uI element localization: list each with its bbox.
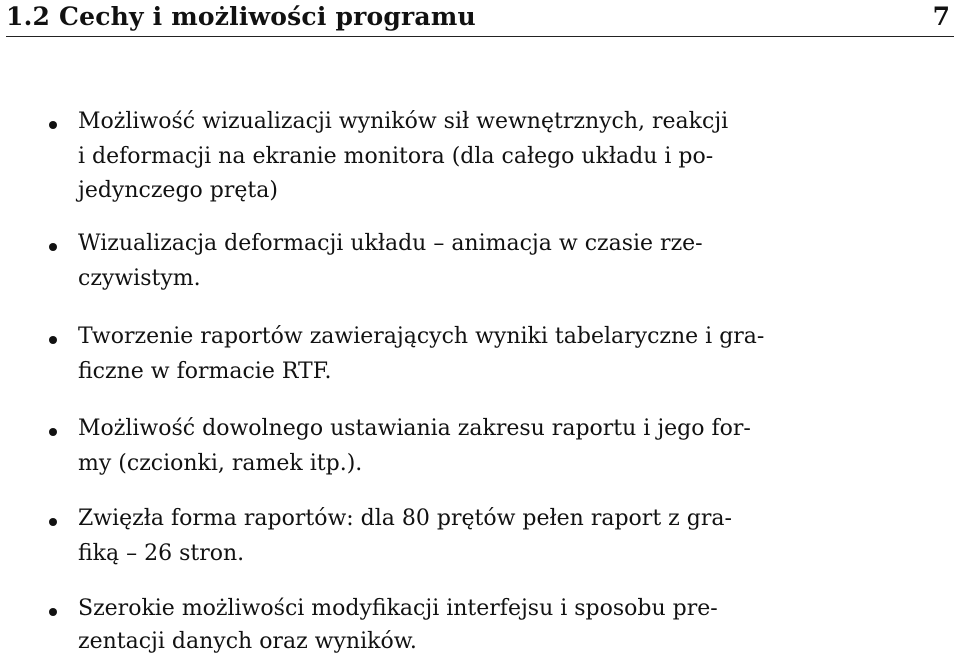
item-line: Szerokie możliwości modyfikacji interfejsu i sposobu pre- xyxy=(78,596,718,621)
item-line: Wizualizacja deformacji układu – animacja w czasie rze- xyxy=(78,231,703,256)
item-line: jedynczego pręta) xyxy=(78,178,278,203)
item-line: Możliwość dowolnego ustawiania zakresu raportu i jego for- xyxy=(78,416,751,441)
running-head xyxy=(6,0,954,37)
bullet-icon xyxy=(49,336,57,344)
bullet-icon xyxy=(49,608,57,616)
item-line: Zwięzła forma raportów: dla 80 prętów pełen raport z gra- xyxy=(78,506,732,531)
item-line: czywistym. xyxy=(78,266,201,291)
item-line: i deformacji na ekranie monitora (dla całego układu i po- xyxy=(78,144,714,169)
item-line: zentacji danych oraz wyników. xyxy=(78,629,417,654)
item-line: fiką – 26 stron. xyxy=(78,541,245,566)
item-line: my (czcionki, ramek itp.). xyxy=(78,451,363,476)
bullet-icon xyxy=(49,121,57,129)
item-line: Tworzenie raportów zawierających wyniki tabelaryczne i gra- xyxy=(78,324,765,349)
page-number: 7 xyxy=(932,2,950,31)
bullet-icon xyxy=(49,243,57,251)
bullet-icon xyxy=(49,518,57,526)
section-title: 1.2 Cechy i możliwości programu xyxy=(6,2,476,31)
item-line: Możliwość wizualizacji wyników sił wewnętrznych, reakcji xyxy=(78,109,729,134)
item-line: ficzne w formacie RTF. xyxy=(78,359,332,384)
bullet-icon xyxy=(49,428,57,436)
